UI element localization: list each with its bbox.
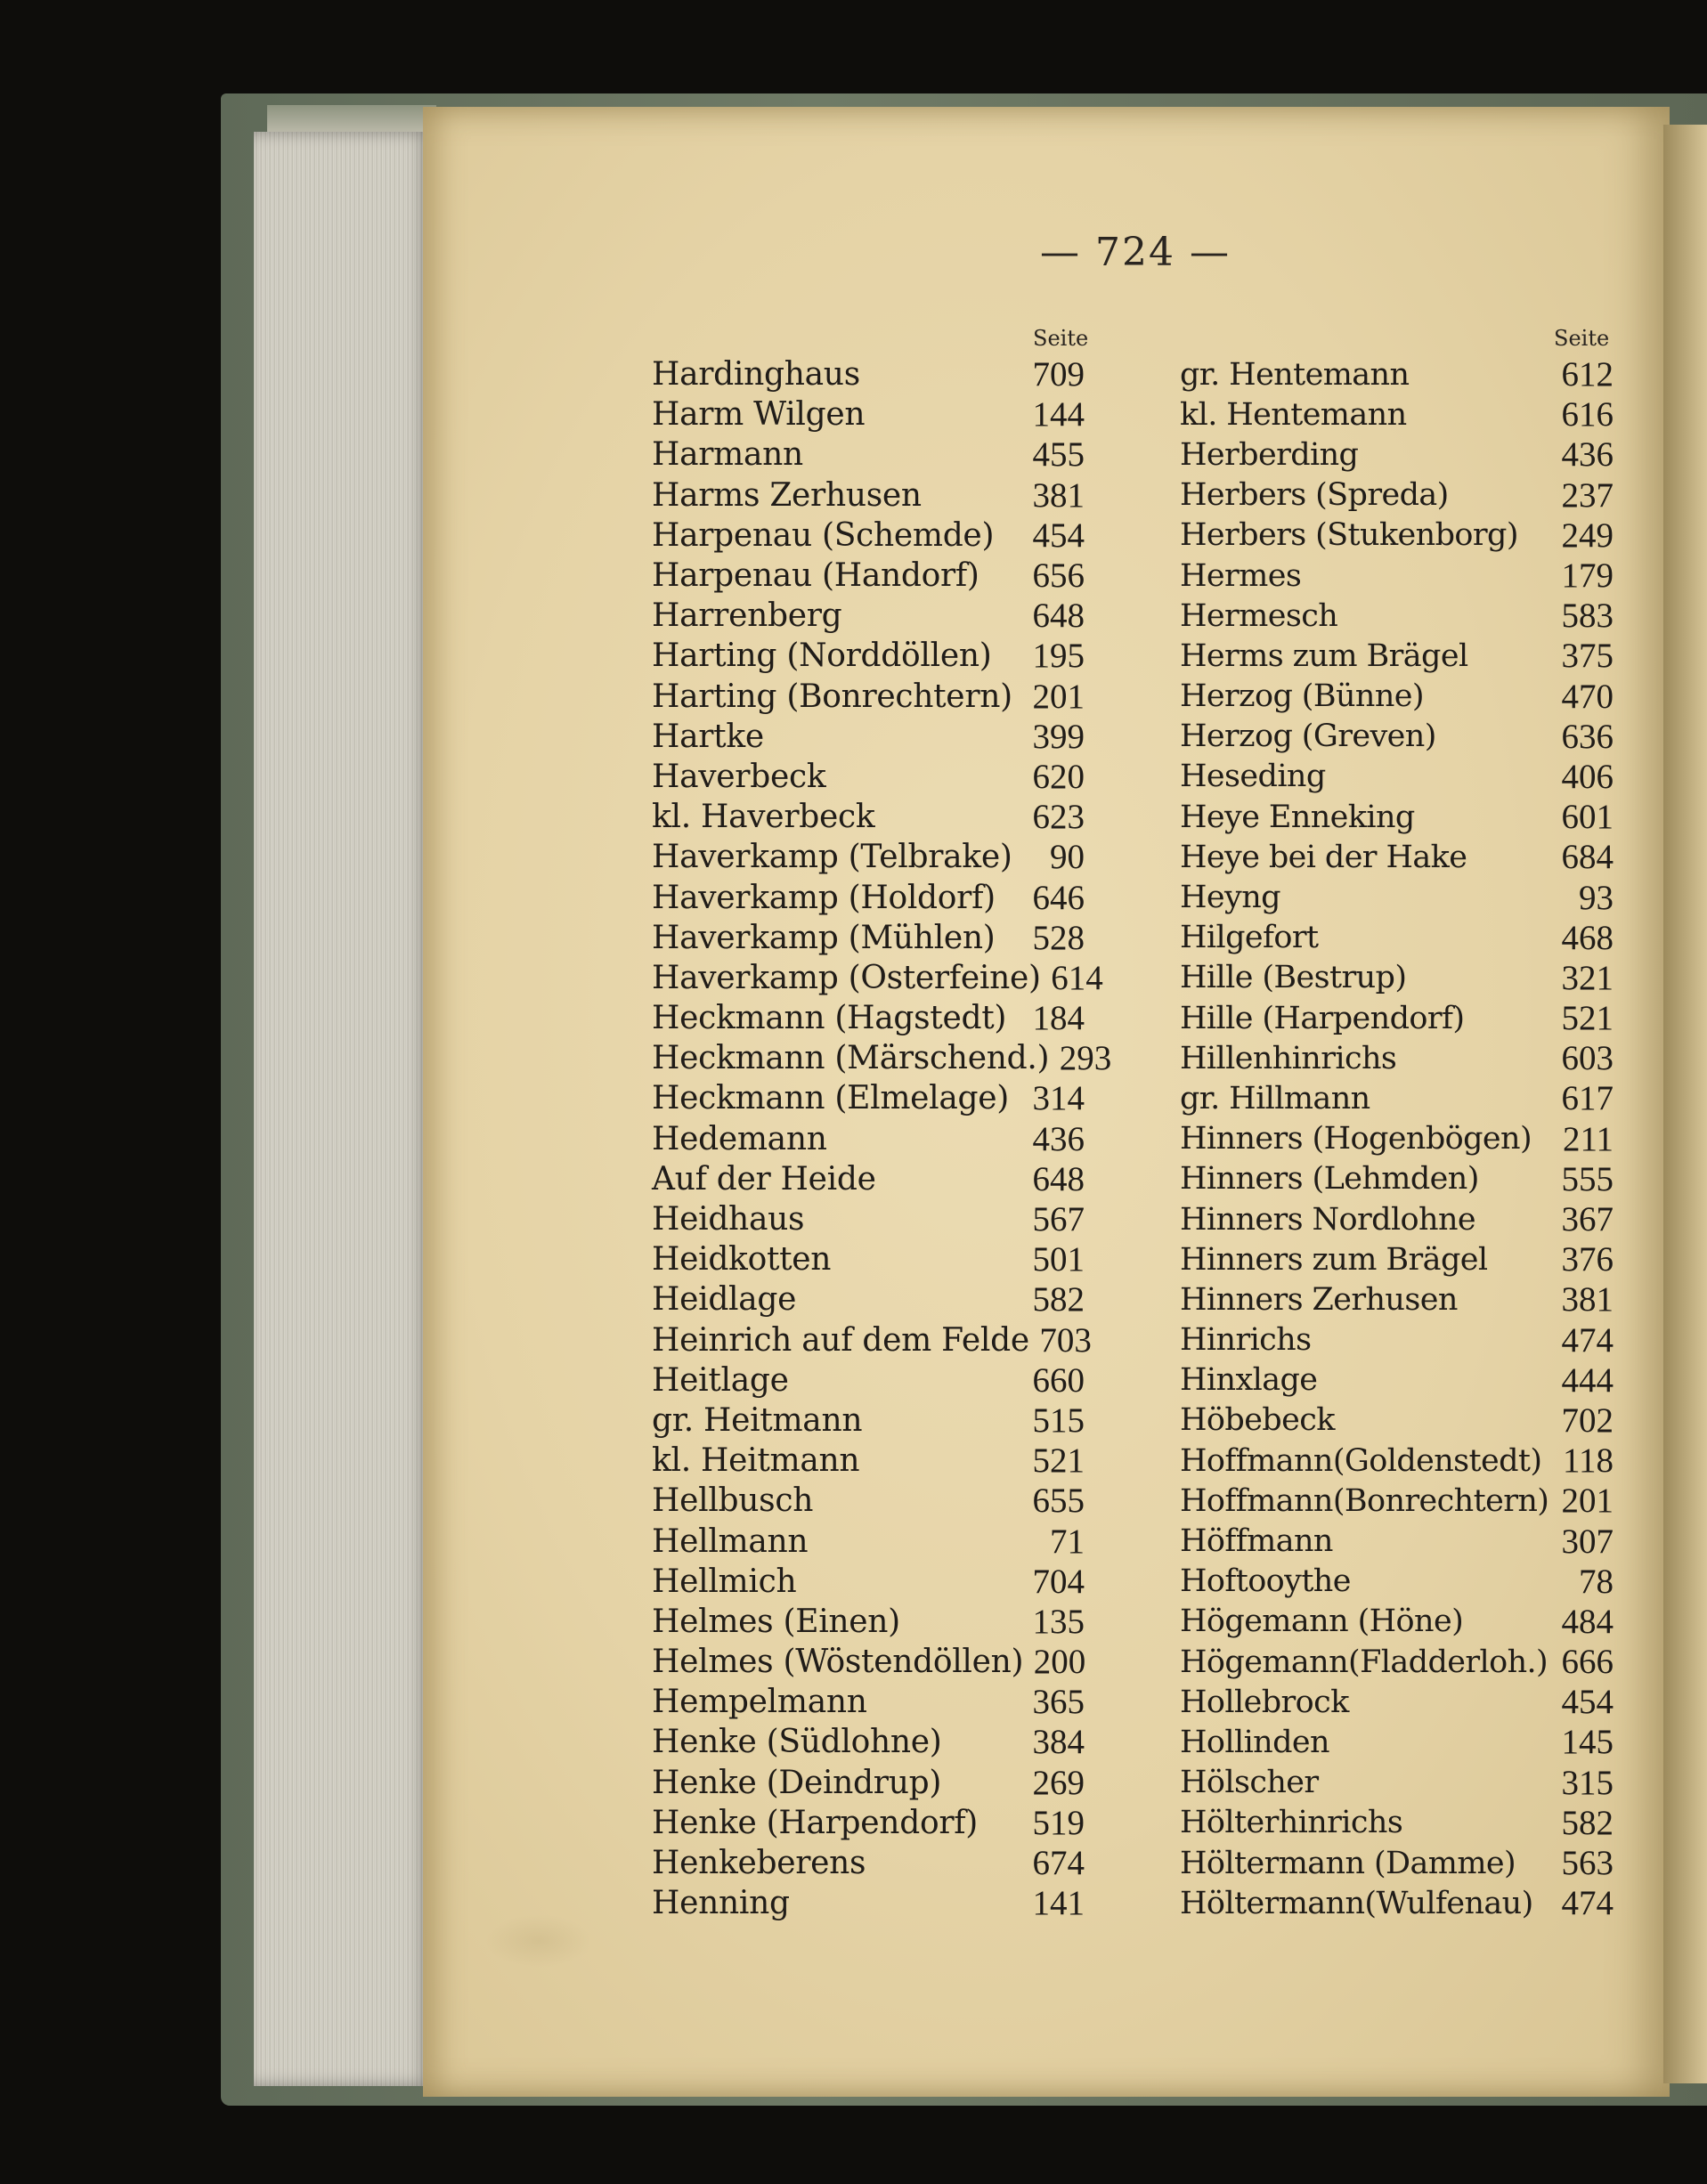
- index-entry: [652, 1763, 1085, 1803]
- entry-name: Auf der Heide: [652, 1160, 876, 1198]
- entry-name: Harrenberg: [652, 597, 842, 635]
- entry-name: Hille (Bestrup): [1180, 960, 1407, 996]
- entry-name: Höltermann(Wulfenau): [1180, 1885, 1533, 1921]
- entry-name: Helmes (Wöstendöllen): [652, 1644, 1024, 1681]
- index-entry: [1180, 1320, 1614, 1360]
- entry-name: Henke (Deindrup): [652, 1764, 942, 1801]
- index-entry: [1180, 354, 1614, 394]
- entry-page-number: 269: [1032, 1763, 1085, 1802]
- index-entry: [652, 394, 1085, 434]
- entry-page-number: 655: [1032, 1482, 1085, 1521]
- entry-page-number: 648: [1032, 597, 1085, 636]
- index-entry: [652, 1803, 1085, 1843]
- entry-page-number: 656: [1032, 556, 1085, 596]
- right-index-column: [1180, 354, 1614, 1923]
- entry-name: Hoftooythe: [1180, 1563, 1351, 1600]
- entry-page-number: 684: [1561, 838, 1614, 877]
- entry-page-number: 195: [1032, 637, 1085, 676]
- index-entry: [1180, 1279, 1614, 1319]
- index-entry: [1180, 1078, 1614, 1118]
- entry-page-number: 365: [1032, 1683, 1085, 1722]
- entry-name: Hempelmann: [652, 1684, 867, 1721]
- index-entry: [1180, 958, 1614, 998]
- entry-page-number: 703: [1039, 1320, 1092, 1360]
- entry-name: Höffmann: [1180, 1523, 1333, 1560]
- index-entry: [1180, 1119, 1614, 1159]
- entry-page-number: 468: [1561, 918, 1614, 957]
- entry-name: Heidhaus: [652, 1201, 805, 1238]
- entry-name: gr. Hentemann: [1180, 356, 1410, 393]
- entry-name: Hinners Nordlohne: [1180, 1201, 1476, 1238]
- entry-name: Heinrich auf dem Felde: [652, 1321, 1029, 1359]
- index-entry: [1180, 636, 1614, 676]
- index-entry: [1180, 998, 1614, 1038]
- entry-page-number: 501: [1032, 1240, 1085, 1279]
- entry-page-number: 646: [1032, 878, 1085, 917]
- entry-page-number: 484: [1561, 1602, 1614, 1641]
- entry-page-number: 90: [1050, 838, 1085, 877]
- entry-page-number: 321: [1561, 958, 1614, 997]
- index-entry: [1180, 677, 1614, 717]
- index-entry: [1180, 1602, 1614, 1642]
- entry-name: Höltermann (Damme): [1180, 1845, 1516, 1881]
- index-entry: [1180, 516, 1614, 556]
- index-entry: [1180, 1521, 1614, 1561]
- index-entry: [1180, 475, 1614, 516]
- index-entry: [652, 998, 1085, 1038]
- entry-page-number: 704: [1032, 1562, 1085, 1601]
- index-entry: [1180, 1763, 1614, 1803]
- entry-name: Helmes (Einen): [652, 1603, 900, 1640]
- index-entry: [652, 1401, 1085, 1441]
- index-entry: [1180, 1682, 1614, 1722]
- entry-page-number: 601: [1561, 798, 1614, 837]
- entry-name: Hinxlage: [1180, 1362, 1318, 1399]
- index-entry: [1180, 1803, 1614, 1843]
- entry-name: Harpenau (Schemde): [652, 516, 995, 554]
- entry-name: Herzog (Greven): [1180, 719, 1436, 755]
- index-entry: [1180, 1843, 1614, 1883]
- entry-name: Heitlage: [652, 1361, 789, 1399]
- entry-name: Hillenhinrichs: [1180, 1040, 1397, 1076]
- entry-name: Heidlage: [652, 1281, 797, 1319]
- entry-name: gr. Heitmann: [652, 1401, 863, 1439]
- entry-page-number: 555: [1561, 1159, 1614, 1198]
- entry-name: Hoffmann(Bonrechtern): [1180, 1482, 1549, 1519]
- index-entry: [1180, 1642, 1614, 1682]
- entry-page-number: 620: [1032, 757, 1085, 796]
- entry-name: Hellmann: [652, 1522, 809, 1560]
- entry-name: Henkeberens: [652, 1845, 866, 1882]
- index-entry: [1180, 556, 1614, 596]
- entry-page-number: 315: [1561, 1763, 1614, 1802]
- entry-name: Heseding: [1180, 759, 1326, 795]
- index-entry: [1180, 1883, 1614, 1923]
- entry-page-number: 381: [1561, 1280, 1614, 1319]
- entry-name: Heye Enneking: [1180, 799, 1415, 835]
- entry-name: Harms Zerhusen: [652, 476, 922, 514]
- entry-page-number: 666: [1561, 1643, 1614, 1682]
- entry-page-number: 376: [1561, 1240, 1614, 1279]
- entry-name: Hoffmann(Goldenstedt): [1180, 1442, 1542, 1479]
- entry-name: Hermes: [1180, 557, 1302, 594]
- index-entry: [1180, 837, 1614, 877]
- facing-page-edge: [1663, 125, 1707, 2083]
- entry-page-number: 399: [1032, 717, 1085, 756]
- entry-page-number: 519: [1032, 1803, 1085, 1842]
- entry-page-number: 93: [1579, 878, 1614, 917]
- index-entry: [1180, 1239, 1614, 1279]
- entry-page-number: 603: [1561, 1039, 1614, 1078]
- entry-page-number: 144: [1032, 395, 1085, 434]
- entry-name: Hinners (Hogenbögen): [1180, 1121, 1532, 1157]
- entry-page-number: 702: [1561, 1401, 1614, 1440]
- entry-page-number: 636: [1561, 717, 1614, 756]
- index-entry: [1180, 1722, 1614, 1762]
- entry-name: Harting (Norddöllen): [652, 637, 992, 675]
- index-entry: [1180, 596, 1614, 636]
- entry-page-number: 648: [1032, 1159, 1085, 1198]
- entry-name: Henke (Harpendorf): [652, 1804, 978, 1841]
- entry-page-number: 623: [1032, 798, 1085, 837]
- index-entry: [652, 434, 1085, 475]
- entry-page-number: 583: [1561, 597, 1614, 636]
- entry-page-number: 444: [1561, 1360, 1614, 1400]
- entry-name: Heidkotten: [652, 1241, 832, 1279]
- entry-page-number: 384: [1032, 1723, 1085, 1762]
- index-entry: [652, 1843, 1085, 1883]
- entry-page-number: 145: [1561, 1723, 1614, 1762]
- entry-name: Hilgefort: [1180, 920, 1319, 956]
- index-entry: [652, 1642, 1085, 1682]
- index-entry: [652, 837, 1085, 877]
- entry-page-number: 521: [1561, 999, 1614, 1038]
- entry-page-number: 78: [1579, 1562, 1614, 1601]
- entry-page-number: 118: [1562, 1441, 1614, 1481]
- entry-page-number: 567: [1032, 1200, 1085, 1239]
- index-entry: [652, 797, 1085, 837]
- entry-page-number: 381: [1032, 475, 1085, 515]
- entry-page-number: 436: [1032, 1119, 1085, 1158]
- entry-name: Hermesch: [1180, 597, 1338, 634]
- index-entry: [652, 1682, 1085, 1722]
- index-entry: [652, 1159, 1085, 1199]
- index-entry: [652, 636, 1085, 676]
- index-entry: [1180, 717, 1614, 757]
- entry-page-number: 515: [1032, 1401, 1085, 1440]
- entry-page-number: 582: [1561, 1803, 1614, 1842]
- entry-page-number: 249: [1561, 516, 1614, 555]
- entry-page-number: 293: [1059, 1039, 1112, 1078]
- entry-page-number: 237: [1561, 475, 1614, 515]
- entry-name: Hellmich: [652, 1563, 797, 1600]
- entry-name: gr. Hillmann: [1180, 1080, 1370, 1116]
- entry-page-number: 135: [1032, 1602, 1085, 1641]
- index-entry: [652, 1078, 1085, 1118]
- index-entry: [652, 757, 1085, 797]
- entry-name: Höbebeck: [1180, 1402, 1335, 1439]
- entry-name: Harm Wilgen: [652, 396, 866, 434]
- entry-page-number: 614: [1051, 958, 1103, 997]
- entry-page-number: 211: [1562, 1119, 1614, 1158]
- entry-page-number: 375: [1561, 637, 1614, 676]
- entry-name: kl. Heitmann: [652, 1442, 860, 1480]
- index-entry: [1180, 1199, 1614, 1239]
- entry-page-number: 454: [1561, 1683, 1614, 1722]
- index-entry: [1180, 434, 1614, 475]
- entry-name: Haverkamp (Holdorf): [652, 879, 996, 916]
- entry-page-number: 470: [1561, 677, 1614, 716]
- index-entry: [652, 1481, 1085, 1521]
- entry-name: Haverkamp (Osterfeine): [652, 959, 1041, 996]
- page-block-edge: [254, 132, 432, 2086]
- index-entry: [652, 475, 1085, 516]
- entry-name: Haverkamp (Mühlen): [652, 919, 996, 956]
- entry-name: Hinrichs: [1180, 1322, 1312, 1359]
- entry-name: Högemann (Höne): [1180, 1603, 1464, 1640]
- entry-page-number: 474: [1561, 1320, 1614, 1360]
- entry-name: Hedemann: [652, 1120, 827, 1157]
- right-column-header: Seite: [1554, 326, 1610, 351]
- entry-name: Hille (Harpendorf): [1180, 1000, 1465, 1036]
- entry-name: Heckmann (Hagstedt): [652, 1000, 1007, 1037]
- entry-page-number: 141: [1032, 1884, 1085, 1923]
- entry-page-number: 71: [1050, 1522, 1085, 1561]
- index-entry: [652, 1360, 1085, 1401]
- entry-page-number: 406: [1561, 757, 1614, 796]
- entry-name: Heye bei der Hake: [1180, 839, 1467, 875]
- entry-page-number: 201: [1032, 677, 1085, 716]
- entry-page-number: 521: [1032, 1441, 1085, 1481]
- entry-name: Harting (Bonrechtern): [652, 678, 1012, 715]
- index-entry: [1180, 1401, 1614, 1441]
- page-stain: [485, 1914, 592, 1968]
- entry-page-number: 200: [1033, 1643, 1086, 1682]
- entry-page-number: 660: [1032, 1360, 1085, 1400]
- index-entry: [1180, 877, 1614, 917]
- entry-name: Harpenau (Handorf): [652, 557, 979, 595]
- index-entry: [1180, 394, 1614, 434]
- entry-name: Harmann: [652, 436, 803, 474]
- entry-name: kl. Haverbeck: [652, 799, 875, 836]
- entry-page-number: 455: [1032, 435, 1085, 475]
- left-column-header: Seite: [1033, 326, 1089, 351]
- entry-page-number: 201: [1561, 1482, 1614, 1521]
- index-entry: [652, 1602, 1085, 1642]
- index-entry: [652, 1320, 1092, 1360]
- entry-page-number: 436: [1561, 435, 1614, 475]
- index-entry: [652, 1722, 1085, 1762]
- entry-name: Haverkamp (Telbrake): [652, 839, 1012, 876]
- index-entry: [652, 1279, 1085, 1319]
- index-entry: [652, 1441, 1085, 1481]
- entry-page-number: 184: [1032, 999, 1085, 1038]
- entry-name: Herms zum Brägel: [1180, 637, 1468, 674]
- entry-name: Heckmann (Elmelage): [652, 1080, 1010, 1117]
- entry-name: Hinners (Lehmden): [1180, 1161, 1479, 1198]
- entry-name: Heckmann (Märschend.): [652, 1040, 1050, 1077]
- index-entry: [652, 1521, 1085, 1561]
- entry-page-number: 528: [1032, 918, 1085, 957]
- entry-page-number: 674: [1032, 1844, 1085, 1883]
- index-entry: [1180, 757, 1614, 797]
- index-entry: [1180, 918, 1614, 958]
- entry-name: Hardinghaus: [652, 356, 860, 394]
- entry-name: Hollinden: [1180, 1724, 1329, 1760]
- entry-name: Hölscher: [1180, 1765, 1319, 1801]
- entry-name: Herberding: [1180, 436, 1359, 473]
- entry-name: Hinners zum Brägel: [1180, 1241, 1488, 1278]
- entry-page-number: 307: [1561, 1522, 1614, 1561]
- entry-name: Herbers (Spreda): [1180, 477, 1449, 514]
- entry-name: Haverbeck: [652, 758, 826, 795]
- entry-name: Högemann(Fladderloh.): [1180, 1644, 1548, 1680]
- entry-name: Hinners Zerhusen: [1180, 1281, 1458, 1318]
- index-entry: [1180, 1038, 1614, 1078]
- index-entry: [652, 717, 1085, 757]
- entry-page-number: 179: [1561, 556, 1614, 596]
- entry-page-number: 709: [1032, 355, 1085, 394]
- page-number: — 724 —: [1040, 230, 1231, 275]
- entry-name: Herzog (Bünne): [1180, 678, 1424, 715]
- entry-name: Herbers (Stukenborg): [1180, 517, 1518, 554]
- entry-name: Hölterhinrichs: [1180, 1805, 1403, 1841]
- entry-page-number: 314: [1032, 1079, 1085, 1118]
- index-entry: [1180, 1360, 1614, 1401]
- entry-page-number: 454: [1032, 516, 1085, 555]
- index-entry: [652, 677, 1085, 717]
- entry-page-number: 474: [1561, 1884, 1614, 1923]
- index-entry: [652, 918, 1085, 958]
- entry-page-number: 616: [1561, 395, 1614, 434]
- index-entry: [652, 354, 1085, 394]
- entry-page-number: 617: [1561, 1079, 1614, 1118]
- entry-name: Hartke: [652, 718, 764, 755]
- index-entry: [1180, 1441, 1614, 1481]
- index-entry: [1180, 797, 1614, 837]
- entry-name: Hellbusch: [652, 1482, 814, 1520]
- entry-page-number: 367: [1561, 1200, 1614, 1239]
- index-entry: [652, 596, 1085, 636]
- entry-page-number: 563: [1561, 1844, 1614, 1883]
- index-entry: [652, 556, 1085, 596]
- entry-name: Heyng: [1180, 880, 1280, 916]
- index-entry: [652, 1562, 1085, 1602]
- entry-page-number: 582: [1032, 1280, 1085, 1319]
- index-entry: [652, 516, 1085, 556]
- entry-name: Henning: [652, 1885, 790, 1922]
- entry-name: Henke (Südlohne): [652, 1724, 942, 1761]
- index-entry: [1180, 1159, 1614, 1199]
- index-entry: [1180, 1562, 1614, 1602]
- index-entry: [652, 1119, 1085, 1159]
- entry-name: kl. Hentemann: [1180, 396, 1407, 433]
- index-entry: [652, 877, 1085, 917]
- index-entry: [652, 1038, 1112, 1078]
- entry-page-number: 612: [1561, 355, 1614, 394]
- index-entry: [1180, 1481, 1614, 1521]
- left-index-column: [652, 354, 1112, 1923]
- index-entry: [652, 1883, 1085, 1923]
- entry-name: Hollebrock: [1180, 1684, 1349, 1720]
- index-entry: [652, 1199, 1085, 1239]
- index-entry: [652, 958, 1103, 998]
- index-entry: [652, 1239, 1085, 1279]
